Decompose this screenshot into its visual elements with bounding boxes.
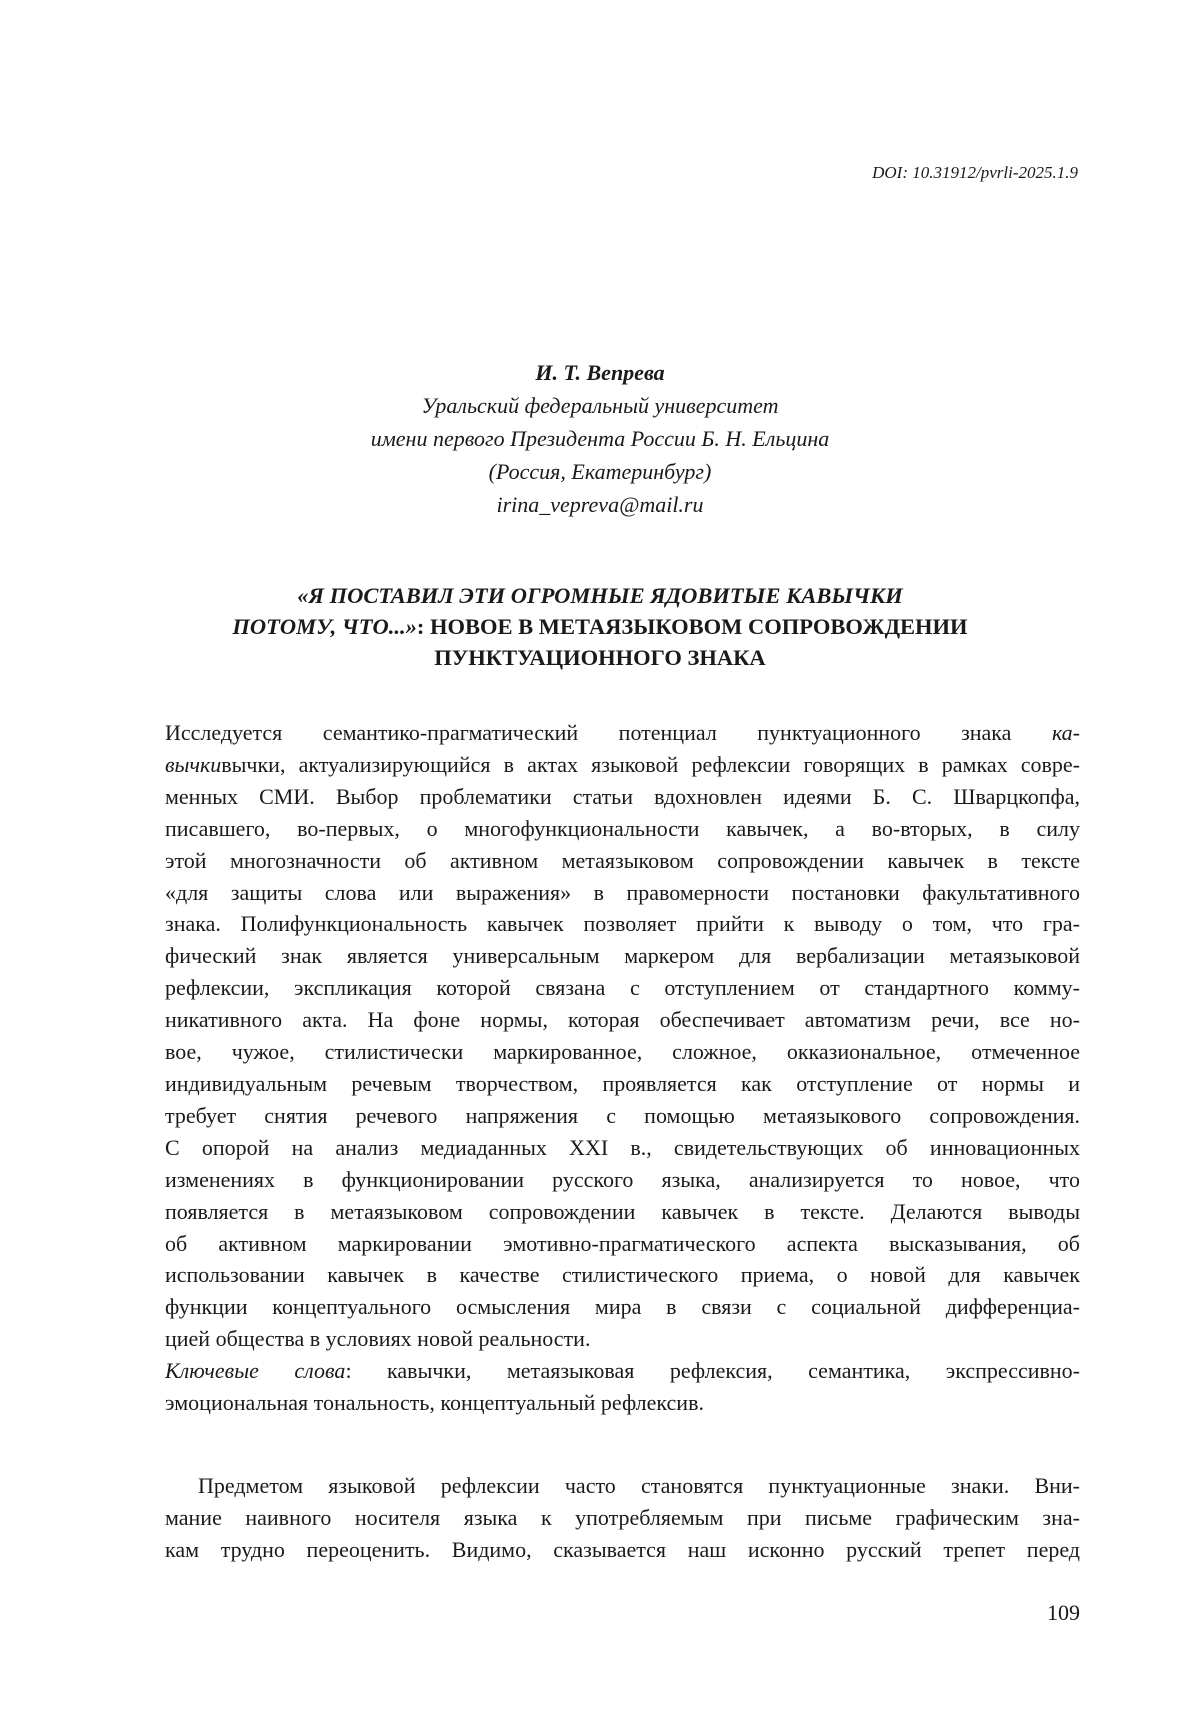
abstract-line: «для защиты слова или выражения» в правомерности постановки факультативного — [165, 879, 1080, 905]
abstract-line: рефлексии, экспликация которой связана с отступлением от стандартного комму- — [165, 975, 1080, 1001]
abstract-line: индивидуальным речевым творчеством, проявляется как отступление от нормы и — [165, 1070, 1080, 1096]
abstract-line: менных СМИ. Выбор проблематики статьи вдохновлен идеями Б. С. Шварцкопфа, — [165, 783, 1080, 809]
abstract-line: функции концептуального осмысления мира в связи с социальной дифференциа- — [165, 1294, 1080, 1320]
title-line-1: «Я ПОСТАВИЛ ЭТИ ОГРОМНЫЕ ЯДОВИТЫЕ КАВЫЧКИ — [297, 583, 903, 608]
abstract-line: цией общества в условиях новой реальности. — [165, 1326, 591, 1352]
abstract-line: фический знак является универсальным маркером для вербализации метаязыковой — [165, 943, 1080, 969]
abstract-line: вое, чужое, стилистически маркированное, сложное, окказиональное, отмеченное — [165, 1039, 1080, 1065]
abstract-line: С опорой на анализ медиаданных XXI в., свидетельствующих об инновационных — [165, 1134, 1080, 1160]
abstract-line: никативного акта. На фоне нормы, которая обеспечивает автоматизм речи, все но- — [165, 1007, 1080, 1033]
body-text — [165, 1470, 1080, 1566]
abstract-line — [165, 749, 1080, 781]
title-line-2-italic: ПОТОМУ, ЧТО...» — [232, 614, 417, 639]
title-line-2-rest: : НОВОЕ В МЕТАЯЗЫКОВОМ СОПРОВОЖДЕНИИ — [416, 614, 968, 639]
body-line-text: Предметом языковой рефлексии часто становятся пунктуационные знаки. Вни- — [198, 1473, 1080, 1498]
body-line: кам трудно переоценить. Видимо, сказывается наш исконно русский трепет перед — [165, 1537, 1080, 1562]
abstract-line: использовании кавычек в качестве стилистического приема, о новой для кавычек — [165, 1262, 1080, 1288]
body-line: мание наивного носителя языка к употребляемым при письме графическим зна- — [165, 1505, 1080, 1530]
affiliation-line-2: имени первого Президента России Б. Н. Ельцина — [370, 426, 830, 451]
abstract-line: появляется в метаязыковом сопровождении кавычек в тексте. Делаются выводы — [165, 1198, 1080, 1224]
abstract-line: изменениях в функционировании русского языка, анализируется то новое, что — [165, 1166, 1080, 1192]
abstract-line: писавшего, во-первых, о многофункциональности кавычек, а во-вторых, в силу — [165, 815, 1080, 841]
body-line — [165, 1470, 1080, 1502]
article-title — [140, 580, 1060, 673]
abstract-line-text: вычки, актуализирующийся в актах языковой рефлексии говорящих в рамках совре- — [221, 751, 1080, 777]
keywords-line-1 — [165, 1355, 1080, 1387]
doi-label: DOI: 10.31912/pvrli-2025.1.9 — [872, 163, 1078, 182]
abstract-line: об активном маркировании эмотивно-прагматического аспекта высказывания, об — [165, 1230, 1080, 1256]
author-location: (Россия, Екатеринбург) — [488, 459, 712, 484]
affiliation-line-1: Уральский федеральный университет — [421, 393, 779, 418]
author-block — [0, 356, 1200, 521]
abstract-italic-term: ка- — [1051, 720, 1080, 745]
abstract-line — [165, 717, 1080, 749]
page-number: 109 — [1047, 1600, 1080, 1625]
author-email[interactable]: irina_vepreva@mail.ru — [496, 492, 704, 517]
abstract-line: этой многозначности об активном метаязыковом сопровождении кавычек в тексте — [165, 847, 1080, 873]
keywords-line-2: эмоциональная тональность, концептуальный рефлексив. — [165, 1390, 704, 1416]
keywords-label: Ключевые слова — [165, 1358, 346, 1384]
title-line-3: ПУНКТУАЦИОННОГО ЗНАКА — [434, 645, 766, 670]
abstract-line: требует снятия речевого напряжения с помощью метаязыкового сопровождения. — [165, 1102, 1080, 1128]
author-name: И. Т. Вепрева — [535, 360, 665, 385]
abstract — [165, 717, 1080, 1419]
keywords-text: : кавычки, метаязыковая рефлексия, семантика, экспрессивно- — [345, 1358, 1080, 1384]
abstract-line: знака. Полифункциональность кавычек позволяет прийти к выводу о том, что гра- — [165, 911, 1080, 937]
abstract-line-text: Исследуется семантико-прагматический потенциал пунктуационного знака — [165, 720, 1012, 745]
abstract-italic-term: вычки — [165, 751, 222, 777]
